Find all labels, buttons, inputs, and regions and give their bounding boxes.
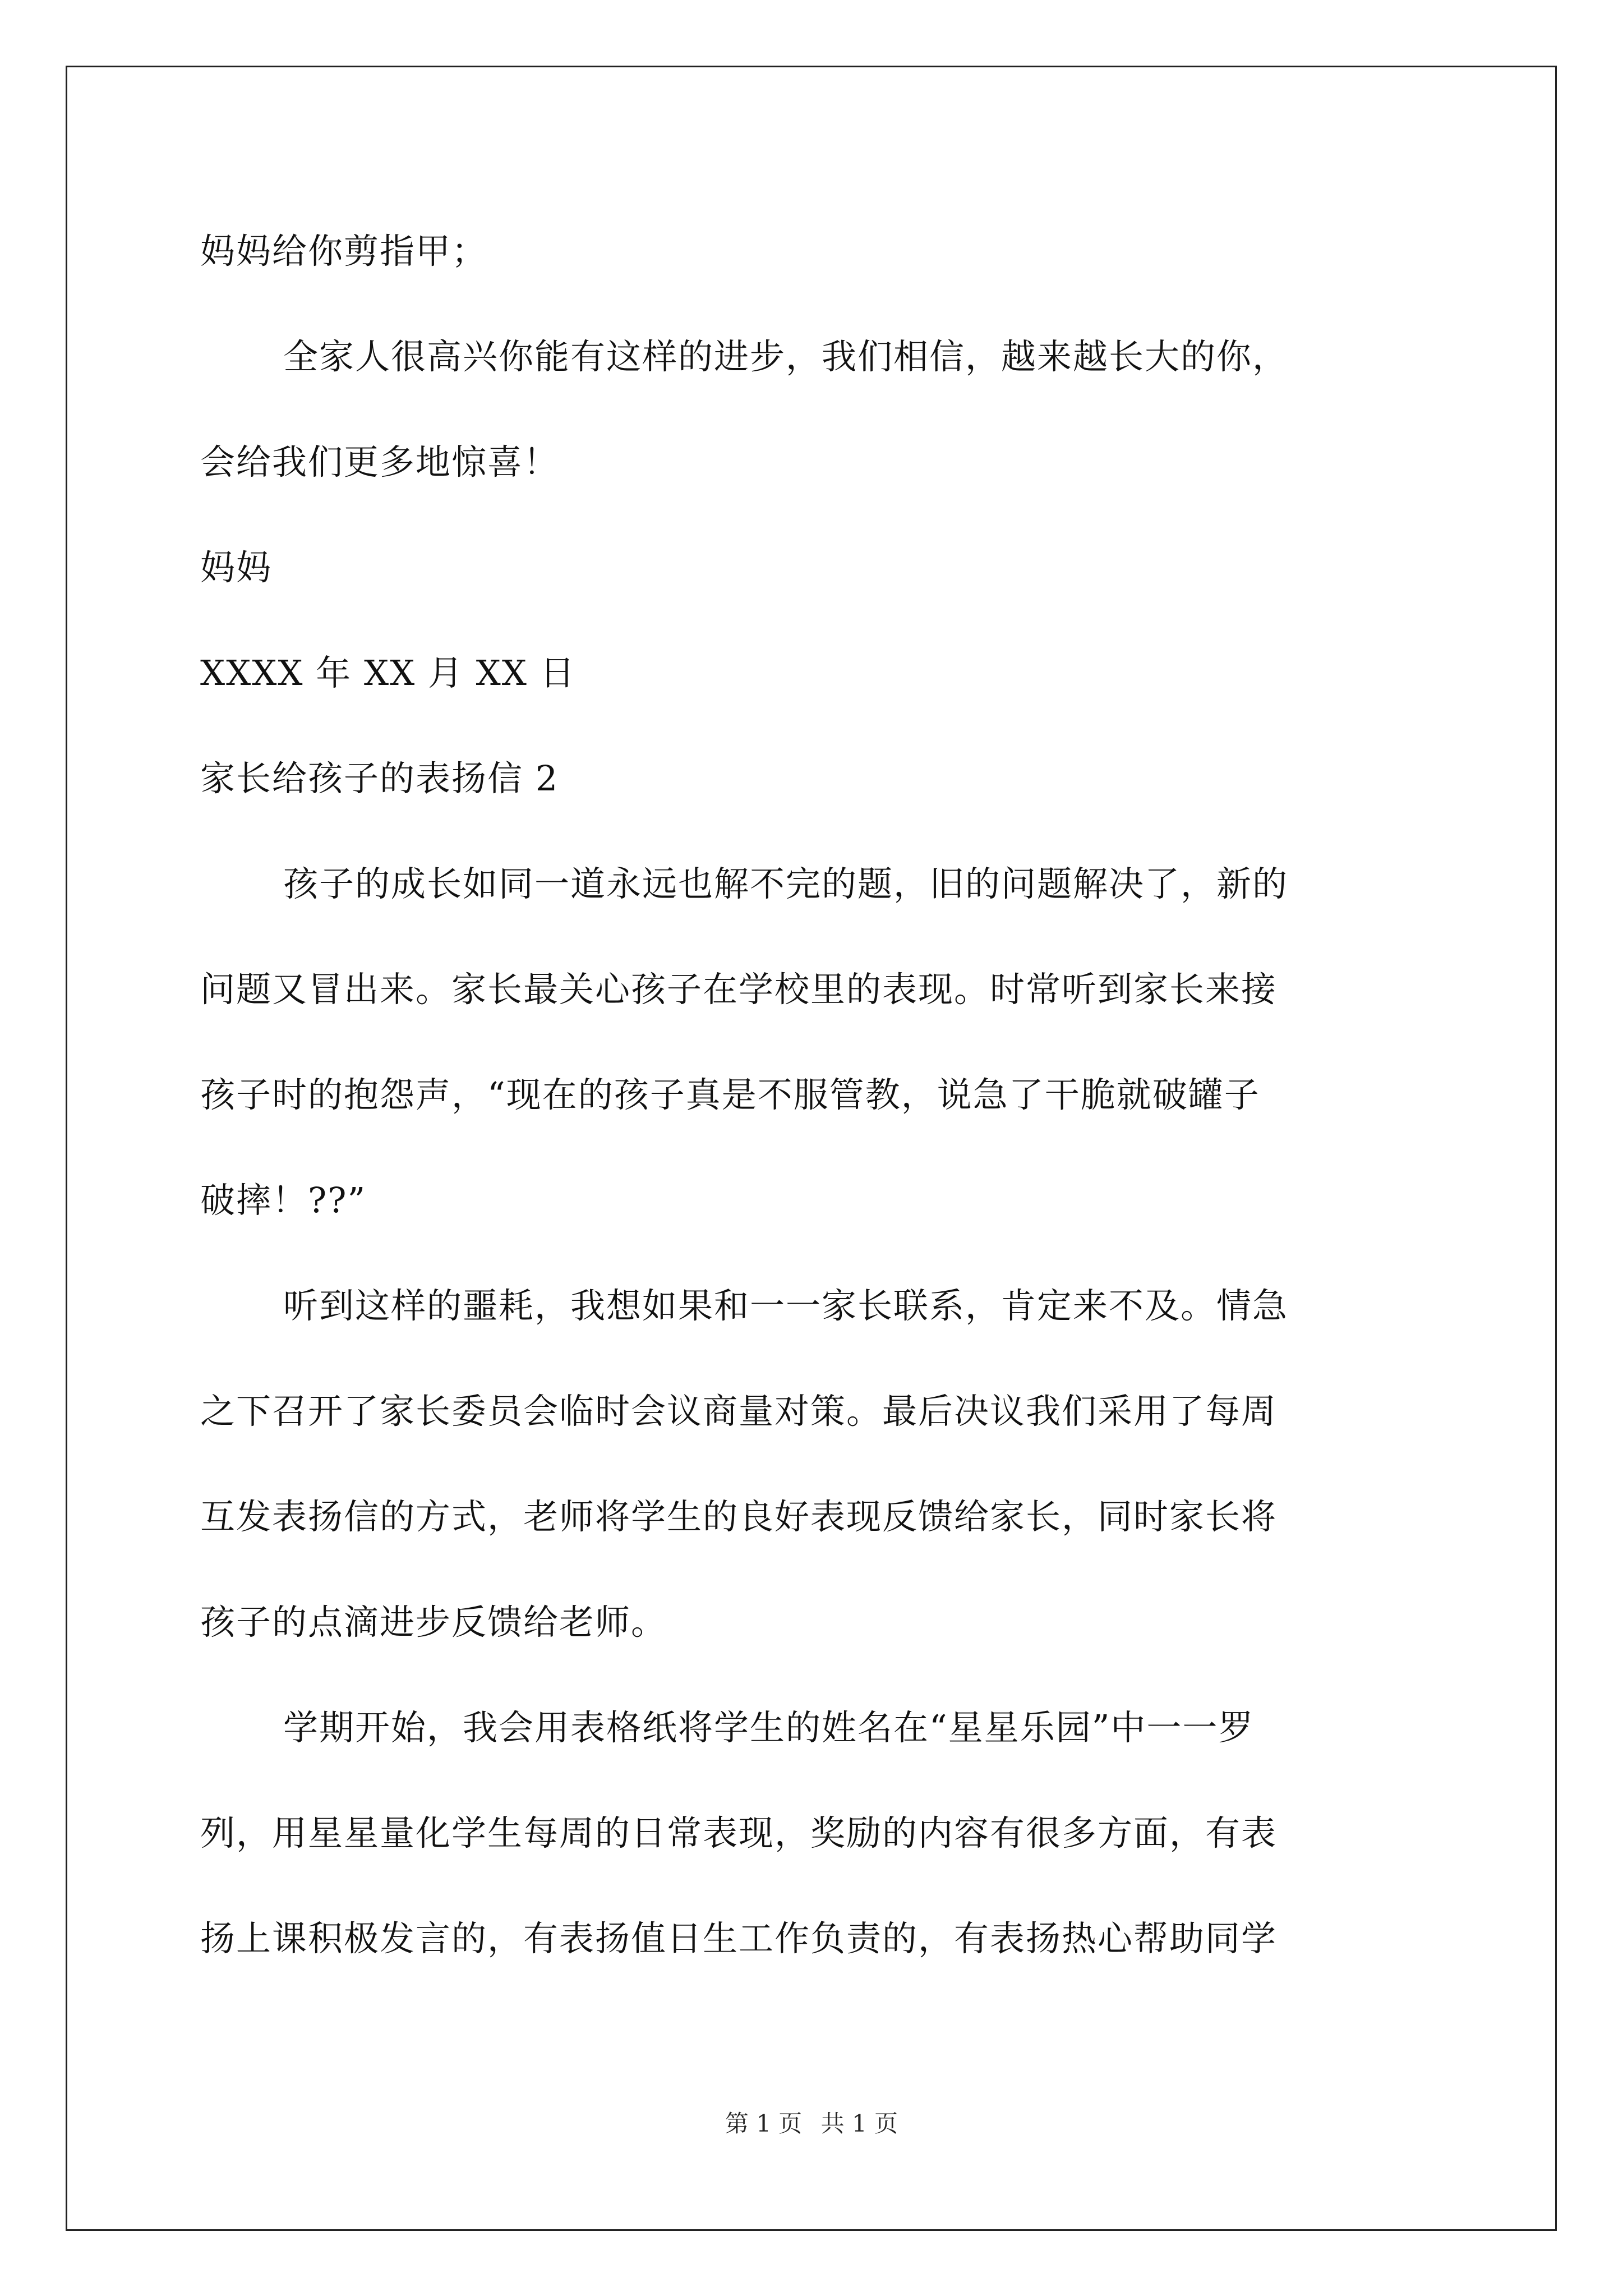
text-line: 会给我们更多地惊喜！ bbox=[200, 441, 560, 482]
text-line: 孩子的点滴进步反馈给老师。 bbox=[200, 1602, 667, 1642]
section-heading: 家长给孩子的表扬信 2 bbox=[200, 758, 559, 799]
page-number: 第 1 页 bbox=[725, 2110, 803, 2137]
paragraph-line: 孩子的成长如同一道永远也解不完的题，旧的问题解决了，新的 bbox=[283, 863, 1289, 904]
date-line: XXXX 年 XX 月 XX 日 bbox=[200, 652, 576, 693]
text-line: 互发表扬信的方式，老师将学生的良好表现反馈给家长，同时家长将 bbox=[200, 1496, 1278, 1537]
text-line: 列，用星星量化学生每周的日常表现，奖励的内容有很多方面，有表 bbox=[200, 1812, 1278, 1853]
text-line: 孩子时的抱怨声，“现在的孩子真是不服管教，说急了干脆就破罐子 bbox=[200, 1074, 1260, 1115]
paragraph-line: 听到这样的噩耗，我想如果和一一家长联系，肯定来不及。情急 bbox=[283, 1285, 1289, 1326]
text-line: 问题又冒出来。家长最关心孩子在学校里的表现。时常听到家长来接 bbox=[200, 969, 1278, 1010]
text-line: 妈妈给你剪指甲； bbox=[200, 231, 488, 272]
text-line: 扬上课积极发言的，有表扬值日生工作负责的，有表扬热心帮助同学 bbox=[200, 1918, 1278, 1959]
page-border bbox=[66, 66, 1557, 2231]
paragraph-line: 全家人很高兴你能有这样的进步，我们相信，越来越长大的你， bbox=[283, 336, 1289, 377]
page-total: 共 1 页 bbox=[820, 2110, 898, 2137]
page-footer bbox=[0, 2108, 1623, 2139]
text-line: 之下召开了家长委员会临时会议商量对策。最后决议我们采用了每周 bbox=[200, 1391, 1278, 1432]
text-line: 破摔！??” bbox=[200, 1180, 367, 1221]
signature-line: 妈妈 bbox=[200, 547, 273, 588]
paragraph-line: 学期开始，我会用表格纸将学生的姓名在“星星乐园”中一一罗 bbox=[283, 1707, 1255, 1748]
